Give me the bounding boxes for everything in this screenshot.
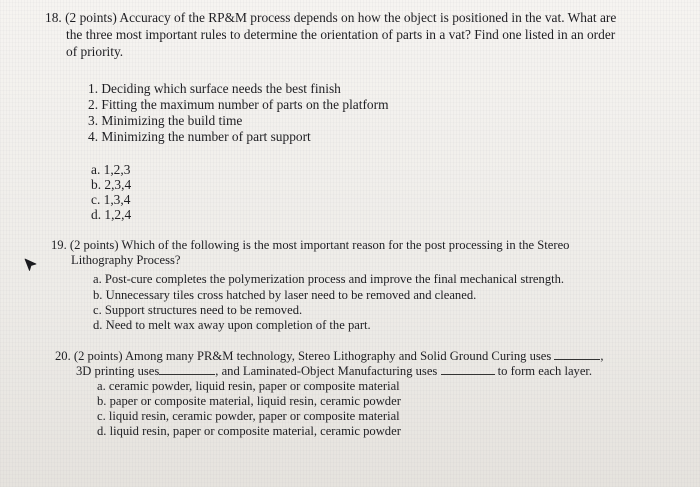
q18-option-c: c. 1,3,4 — [91, 192, 131, 207]
q20-stem-text-1: 20. (2 points) Among many PR&M technology, Stereo Lithography and Solid Ground Curing uses — [55, 349, 552, 363]
q18-option-a: a. 1,2,3 — [91, 162, 131, 177]
q18-stem-line-2: the three most important rules to determine the orientation of parts in a vat? Find one listed in an order — [66, 27, 616, 42]
q19-option-b: b. Unnecessary tiles cross hatched by laser need to be removed and cleaned. — [93, 288, 477, 302]
q20-blank-2 — [159, 363, 215, 375]
q18-rule-4: 4. Minimizing the number of part support — [88, 129, 311, 144]
q20-stem-text-2b: , and Laminated-Object Manufacturing uses — [215, 364, 438, 378]
q19-option-d: d. Need to melt wax away upon completion of the part. — [93, 318, 371, 332]
q20-stem-line-1 — [55, 348, 604, 364]
q20-comma-tick: , — [600, 349, 604, 363]
q20-stem-text-2a: 3D printing uses — [76, 364, 160, 378]
q20-blank-1 — [554, 348, 600, 360]
q20-option-b: b. paper or composite material, liquid resin, ceramic powder — [97, 394, 401, 408]
q20-option-c: c. liquid resin, ceramic powder, paper or composite material — [97, 409, 400, 423]
q20-blank-3 — [441, 363, 495, 375]
q19-stem-line-2: Lithography Process? — [71, 253, 181, 267]
q19-option-a: a. Post-cure completes the polymerization process and improve the final mechanical strength. — [93, 272, 565, 286]
q20-stem-text-2c: to form each layer. — [497, 364, 593, 378]
q18-rule-1: 1. Deciding which surface needs the best finish — [88, 81, 341, 96]
q18-rule-2: 2. Fitting the maximum number of parts on the platform — [88, 97, 389, 112]
q20-option-d: d. liquid resin, paper or composite material, ceramic powder — [97, 424, 401, 438]
q18-stem-line-1: 18. (2 points) Accuracy of the RP&M process depends on how the object is positioned in the vat. What are — [45, 10, 617, 25]
q18-option-b: b. 2,3,4 — [91, 177, 132, 192]
q18-rule-3: 3. Minimizing the build time — [88, 113, 243, 128]
q19-option-c: c. Support structures need to be removed. — [93, 303, 303, 317]
q18-option-d: d. 1,2,4 — [91, 207, 132, 222]
q18-stem-line-3: of priority. — [66, 44, 124, 59]
q19-stem-line-1: 19. (2 points) Which of the following is the most important reason for the post processing in the Stereo — [51, 238, 570, 252]
q20-option-a: a. ceramic powder, liquid resin, paper or composite material — [97, 379, 400, 393]
q20-stem-line-2 — [76, 363, 592, 379]
